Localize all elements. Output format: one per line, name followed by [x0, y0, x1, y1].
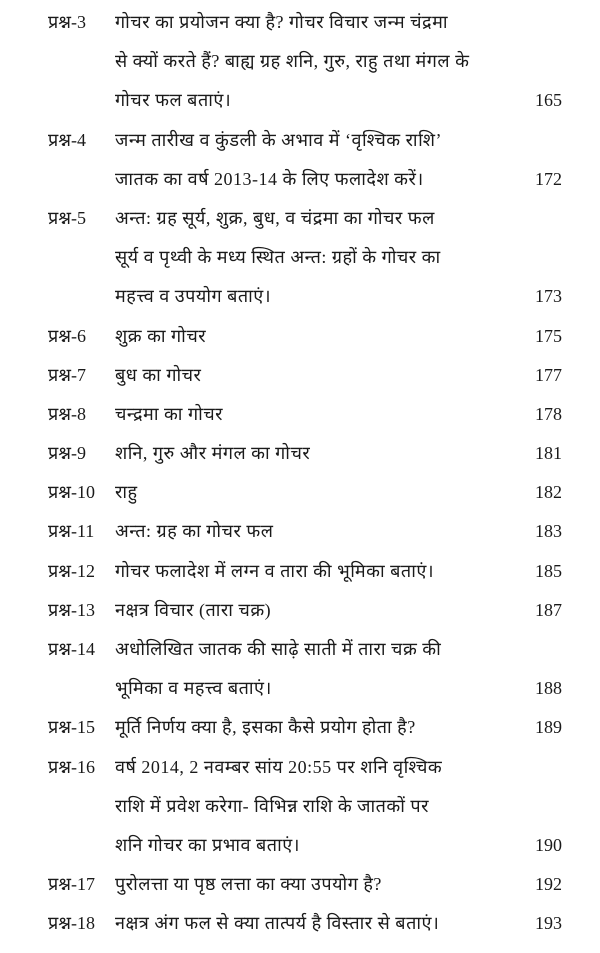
page-number: 175	[535, 325, 562, 346]
page-number: 172	[535, 168, 562, 189]
question-text: राहु	[115, 482, 138, 503]
table-of-contents	[0, 3, 600, 944]
question-text: नक्षत्र विचार (तारा चक्र)	[115, 599, 272, 620]
toc-entry	[0, 630, 600, 708]
question-text: शुक्र का गोचर	[115, 325, 207, 346]
page-number: 185	[535, 560, 562, 581]
toc-line	[0, 356, 600, 395]
question-text: अधोलिखित जातक की साढ़े साती में तारा चक्र की	[115, 639, 442, 659]
toc-line	[0, 630, 600, 669]
toc-line	[0, 512, 600, 551]
toc-line	[0, 238, 600, 277]
toc-line	[0, 473, 600, 512]
page-number: 187	[535, 599, 562, 620]
toc-entry	[0, 552, 600, 591]
page-number: 189	[535, 717, 562, 738]
question-text: राशि में प्रवेश करेगा- विभिन्न राशि के जातकों पर	[115, 795, 430, 816]
toc-line	[0, 42, 600, 81]
question-text: गोचर फल बताएं।	[115, 90, 232, 111]
question-text: जातक का वर्ष 2013-14 के लिए फलादेश करें।	[115, 168, 424, 189]
toc-line	[0, 591, 600, 630]
question-text: गोचर का प्रयोजन क्या है? गोचर विचार जन्म चंद्रमा	[115, 12, 449, 32]
question-label: प्रश्न-11	[48, 521, 95, 542]
question-text: चन्द्रमा का गोचर	[115, 403, 224, 424]
question-text: भूमिका व महत्त्व बताएं।	[115, 678, 272, 699]
question-label: प्रश्न-15	[48, 717, 95, 738]
question-label: प्रश्न-10	[48, 482, 95, 503]
toc-entry	[0, 904, 600, 943]
toc-line	[0, 81, 600, 120]
question-label: प्रश्न-5	[48, 207, 86, 228]
toc-line	[0, 865, 600, 904]
question-label: प्रश्न-8	[48, 403, 86, 424]
question-label: प्रश्न-14	[48, 639, 95, 659]
page-number: 182	[535, 482, 562, 503]
toc-line	[0, 826, 600, 865]
page-number: 165	[535, 90, 562, 111]
question-text: महत्त्व व उपयोग बताएं।	[115, 286, 272, 307]
toc-entry	[0, 199, 600, 317]
question-text: से क्यों करते हैं? बाह्य ग्रह शनि, गुरु, राहु तथा मंगल के	[115, 51, 470, 72]
toc-entry	[0, 3, 600, 121]
toc-line	[0, 199, 600, 238]
toc-line	[0, 708, 600, 747]
toc-line	[0, 121, 600, 160]
toc-entry	[0, 591, 600, 630]
question-label: प्रश्न-7	[48, 364, 86, 385]
question-text: वर्ष 2014, 2 नवम्बर सांय 20:55 पर शनि वृश्चिक	[115, 756, 443, 777]
toc-line	[0, 3, 600, 42]
question-text: जन्म तारीख व कुंडली के अभाव में ‘वृश्चिक राशि’	[115, 129, 442, 150]
page-number: 193	[535, 913, 562, 934]
toc-line	[0, 160, 600, 199]
question-label: प्रश्न-18	[48, 913, 95, 934]
page-number: 192	[535, 874, 562, 895]
question-text: सूर्य व पृथ्वी के मध्य स्थित अन्त: ग्रहों के गोचर का	[115, 247, 441, 268]
page-number: 188	[535, 678, 562, 699]
question-label: प्रश्न-4	[48, 129, 86, 150]
question-label: प्रश्न-9	[48, 443, 86, 464]
toc-entry	[0, 395, 600, 434]
question-text: बुध का गोचर	[115, 364, 202, 385]
page-number: 178	[535, 403, 562, 424]
toc-entry	[0, 356, 600, 395]
toc-entry	[0, 865, 600, 904]
question-label: प्रश्न-12	[48, 560, 95, 581]
toc-line	[0, 787, 600, 826]
page-number: 190	[535, 834, 562, 855]
toc-entry	[0, 748, 600, 866]
question-text: अन्त: ग्रह सूर्य, शुक्र, बुध, व चंद्रमा का गोचर फल	[115, 207, 435, 228]
question-label: प्रश्न-16	[48, 756, 95, 777]
page-number: 181	[535, 443, 562, 464]
toc-line	[0, 277, 600, 316]
toc-line	[0, 434, 600, 473]
question-label: प्रश्न-13	[48, 599, 95, 620]
toc-entry	[0, 434, 600, 473]
question-text: शनि, गुरु और मंगल का गोचर	[115, 443, 311, 464]
question-label: प्रश्न-17	[48, 874, 95, 895]
toc-line	[0, 748, 600, 787]
toc-line	[0, 395, 600, 434]
page-number: 183	[535, 521, 562, 542]
toc-line	[0, 904, 600, 943]
toc-entry	[0, 708, 600, 747]
page-number: 173	[535, 286, 562, 307]
question-text: नक्षत्र अंग फल से क्या तात्पर्य है विस्तार से बताएं।	[115, 913, 440, 934]
toc-line	[0, 669, 600, 708]
toc-entry	[0, 121, 600, 199]
question-text: गोचर फलादेश में लग्न व तारा की भूमिका बताएं।	[115, 560, 435, 581]
question-label: प्रश्न-3	[48, 12, 86, 32]
question-text: शनि गोचर का प्रभाव बताएं।	[115, 834, 301, 855]
toc-entry	[0, 473, 600, 512]
page-number: 177	[535, 364, 562, 385]
toc-line	[0, 317, 600, 356]
question-text: अन्त: ग्रह का गोचर फल	[115, 521, 274, 542]
question-text: पुरोलत्ता या पृष्ठ लत्ता का क्या उपयोग है?	[115, 874, 382, 895]
toc-entry	[0, 317, 600, 356]
question-text: मूर्ति निर्णय क्या है, इसका कैसे प्रयोग होता है?	[115, 717, 416, 738]
toc-entry	[0, 512, 600, 551]
toc-line	[0, 552, 600, 591]
question-label: प्रश्न-6	[48, 325, 86, 346]
